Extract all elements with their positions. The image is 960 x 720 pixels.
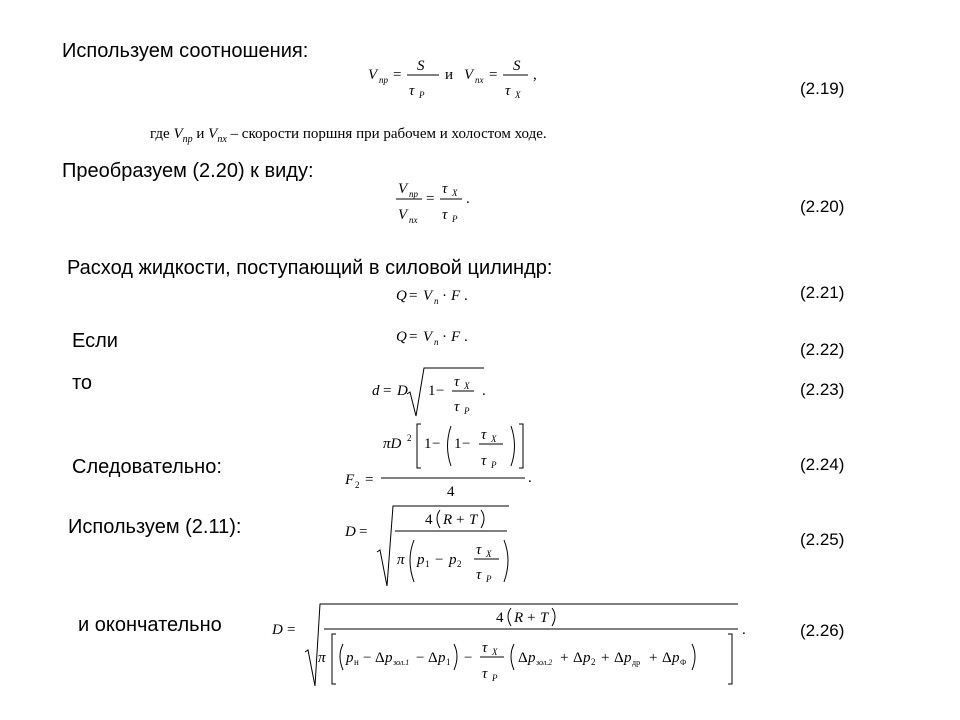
equation-2-21	[396, 284, 486, 308]
svg-text:+: +	[560, 650, 569, 666]
svg-text:Δ: Δ	[428, 650, 438, 666]
svg-text:p: p	[346, 650, 354, 666]
svg-text:P: P	[419, 90, 425, 100]
svg-text:V: V	[464, 67, 474, 83]
svg-text:+: +	[527, 610, 536, 626]
svg-text:.: .	[742, 622, 746, 638]
svg-text:F: F	[345, 472, 355, 488]
svg-text:T: T	[469, 512, 478, 528]
eq-number-2-25: (2.25)	[800, 530, 845, 549]
svg-text:τ: τ	[481, 453, 487, 469]
svg-text:·: ·	[442, 329, 447, 345]
svg-text:p: p	[672, 650, 680, 666]
svg-text:пр: пр	[379, 75, 388, 85]
svg-text:D: D	[345, 524, 356, 540]
note-var-v-working: V	[173, 126, 183, 142]
svg-text:=: =	[489, 67, 498, 83]
svg-text:−: −	[363, 650, 372, 666]
svg-text:пх: пх	[409, 215, 418, 225]
eq-number-2-19: (2.19)	[800, 79, 845, 98]
equation-2-19	[368, 55, 558, 107]
svg-text:X: X	[452, 188, 458, 198]
svg-text:,: ,	[533, 67, 537, 83]
svg-text:S: S	[417, 58, 425, 74]
svg-text:V: V	[368, 67, 378, 83]
svg-text:п: п	[434, 337, 439, 347]
svg-text:πD: πD	[383, 436, 402, 452]
svg-text:X: X	[492, 647, 498, 657]
equation-2-22	[396, 325, 486, 349]
svg-text:2: 2	[591, 657, 596, 667]
label-finally: и окончательно	[78, 614, 222, 636]
svg-text:τ: τ	[476, 567, 482, 583]
svg-text:=: =	[409, 329, 418, 345]
svg-text:пх: пх	[475, 75, 484, 85]
svg-text:V: V	[398, 181, 408, 197]
svg-text:F: F	[451, 329, 461, 345]
svg-text:=: =	[393, 67, 402, 83]
svg-text:F: F	[451, 288, 461, 304]
svg-text:p: p	[528, 650, 536, 666]
svg-text:−: −	[432, 436, 441, 452]
eq-number-2-20: (2.20)	[800, 197, 845, 216]
svg-text:п: п	[434, 296, 439, 306]
svg-text:τ: τ	[409, 83, 415, 99]
label-if: Если	[72, 330, 118, 352]
svg-text:τ: τ	[454, 374, 460, 390]
velocity-note	[150, 126, 547, 145]
svg-text:τ: τ	[442, 181, 448, 197]
svg-text:P: P	[452, 214, 458, 224]
svg-text:P: P	[492, 673, 498, 683]
svg-text:+: +	[649, 650, 658, 666]
svg-text:=: =	[359, 524, 368, 540]
svg-text:Q: Q	[396, 288, 407, 304]
svg-text:Ф: Ф	[680, 658, 687, 667]
svg-text:.: .	[482, 383, 486, 399]
label-then: то	[72, 372, 93, 394]
svg-text:T: T	[540, 610, 549, 626]
svg-text:=: =	[287, 622, 296, 638]
svg-text:1: 1	[454, 436, 462, 452]
svg-text:и: и	[445, 67, 454, 83]
note-sub-idle: пх	[217, 134, 227, 145]
svg-text:−: −	[435, 552, 444, 568]
svg-text:R: R	[443, 512, 453, 528]
svg-text:τ: τ	[482, 640, 488, 656]
svg-text:.: .	[464, 329, 468, 345]
note-suffix: – скорости поршня при рабочем и холостом ходе.	[226, 126, 547, 142]
eq-number-2-22: (2.22)	[800, 340, 845, 359]
svg-text:p: p	[417, 552, 425, 568]
svg-text:Δ: Δ	[614, 650, 624, 666]
equation-2-25	[345, 502, 515, 590]
svg-text:Δ: Δ	[573, 650, 583, 666]
svg-text:τ: τ	[505, 83, 511, 99]
svg-text:=: =	[409, 288, 418, 304]
svg-text:2: 2	[355, 480, 360, 490]
svg-text:D: D	[397, 383, 408, 399]
svg-text:4: 4	[425, 512, 433, 528]
svg-text:D: D	[272, 622, 283, 638]
svg-text:=: =	[426, 191, 435, 207]
svg-text:X: X	[491, 434, 497, 444]
label-use-2-11: Используем (2.11):	[68, 516, 242, 538]
svg-text:4: 4	[496, 610, 504, 626]
svg-text:p: p	[583, 650, 591, 666]
svg-text:зол.1: зол.1	[393, 658, 410, 667]
svg-text:−: −	[416, 650, 425, 666]
svg-text:π: π	[318, 650, 326, 666]
label-fluid-flow: Расход жидкости, поступающий в силовой цилиндр:	[67, 257, 553, 279]
svg-text:.: .	[528, 470, 532, 486]
svg-text:1: 1	[446, 657, 451, 667]
eq-number-2-23: (2.23)	[800, 380, 845, 399]
svg-text:н: н	[354, 657, 359, 667]
svg-text:+: +	[456, 512, 465, 528]
svg-text:P: P	[491, 460, 497, 470]
eq-number-2-21: (2.21)	[800, 283, 845, 302]
eq-number-2-24: (2.24)	[800, 455, 845, 474]
svg-text:Δ: Δ	[518, 650, 528, 666]
svg-text:V: V	[398, 207, 408, 223]
note-var-v-idle: V	[208, 126, 218, 142]
svg-text:S: S	[513, 58, 521, 74]
svg-text:1: 1	[424, 436, 432, 452]
svg-text:−: −	[462, 436, 471, 452]
svg-text:·: ·	[442, 288, 447, 304]
svg-text:др: др	[632, 658, 641, 667]
svg-text:d: d	[372, 383, 380, 399]
svg-text:P: P	[464, 406, 470, 416]
note-and: и	[192, 126, 209, 142]
svg-text:4: 4	[447, 484, 455, 500]
svg-text:X: X	[515, 90, 521, 100]
svg-text:X: X	[464, 381, 470, 391]
svg-text:τ: τ	[476, 542, 482, 558]
svg-text:R: R	[514, 610, 524, 626]
svg-text:−: −	[436, 383, 445, 399]
svg-text:2: 2	[407, 433, 412, 443]
svg-text:P: P	[486, 574, 492, 584]
note-prefix: где	[150, 126, 174, 142]
svg-text:p: p	[385, 650, 393, 666]
svg-text:V: V	[423, 329, 433, 345]
equation-2-20	[396, 178, 486, 230]
svg-text:=: =	[383, 383, 392, 399]
equation-2-26	[268, 600, 758, 690]
svg-text:.: .	[466, 191, 470, 207]
label-therefore: Следовательно:	[72, 456, 222, 478]
svg-text:=: =	[365, 472, 374, 488]
svg-text:p: p	[438, 650, 446, 666]
svg-text:Δ: Δ	[662, 650, 672, 666]
eq-number-2-26: (2.26)	[800, 621, 845, 640]
svg-text:X: X	[486, 549, 492, 559]
svg-text:τ: τ	[482, 666, 488, 682]
svg-text:τ: τ	[481, 427, 487, 443]
svg-text:Q: Q	[396, 329, 407, 345]
svg-text:Δ: Δ	[375, 650, 385, 666]
svg-text:τ: τ	[442, 207, 448, 223]
label-use-relations: Используем соотношения:	[62, 40, 309, 62]
equation-2-24	[345, 418, 545, 502]
svg-text:p: p	[449, 552, 457, 568]
svg-text:1: 1	[428, 383, 436, 399]
svg-text:пр: пр	[409, 189, 418, 199]
svg-text:зол.2: зол.2	[536, 658, 553, 667]
label-transform: Преобразуем (2.20) к виду:	[62, 160, 314, 182]
svg-text:2: 2	[457, 559, 462, 569]
note-sub-working: пр	[182, 134, 193, 145]
svg-text:1: 1	[425, 559, 430, 569]
svg-text:.: .	[464, 288, 468, 304]
svg-text:−: −	[464, 650, 473, 666]
svg-text:+: +	[601, 650, 610, 666]
svg-text:V: V	[423, 288, 433, 304]
svg-text:p: p	[624, 650, 632, 666]
svg-text:τ: τ	[454, 399, 460, 415]
svg-text:π: π	[397, 552, 405, 568]
equation-2-23	[372, 364, 502, 420]
